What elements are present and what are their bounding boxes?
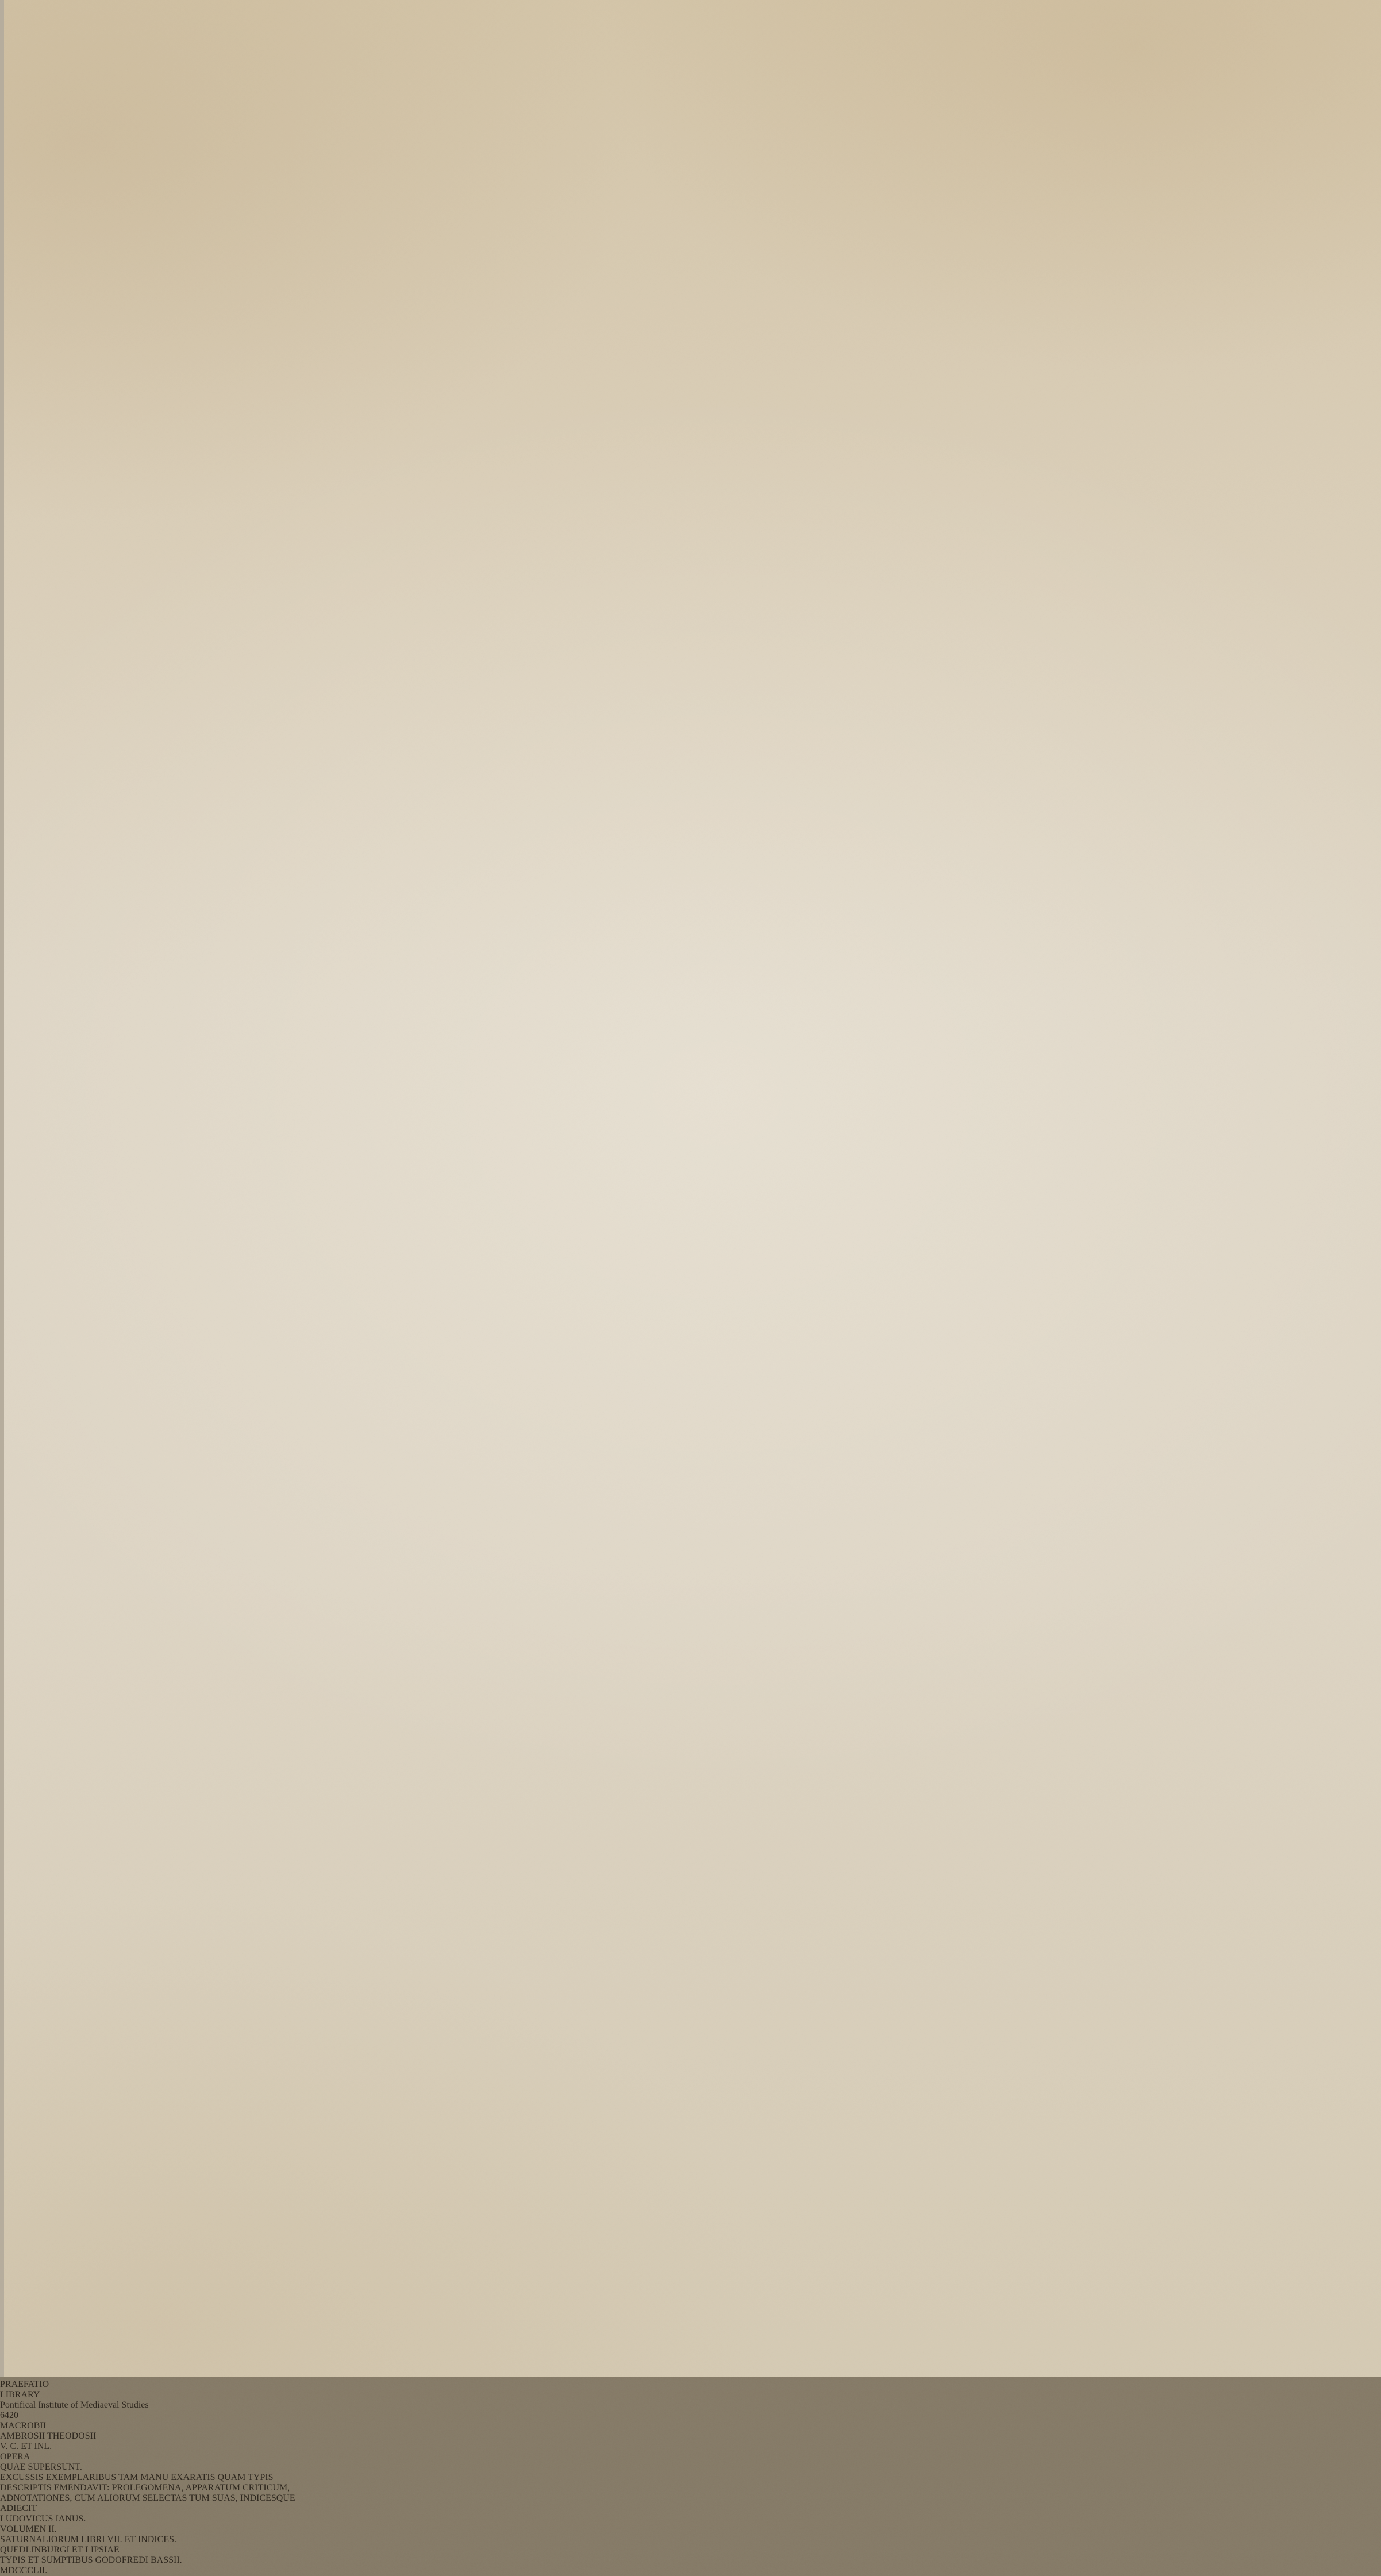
book-title: OPERA [0,2452,30,2462]
show-through-library-stamp-sub: Pontifical Institute of Mediaeval Studies [0,2400,149,2410]
binding-edge-line [4,0,7,2377]
imprint-year: MDCCCLII. [0,2566,48,2575]
author-honorific: V. C. ET INL. [0,2442,52,2451]
editor-statement-line: DESCRIPTIS EMENDAVIT: PROLEGOMENA, APPARATUM CRITICUM, [0,2483,290,2493]
editor-statement-line: ADNOTATIONES, CUM ALIORUM SELECTAS TUM SUAS, INDICESQUE [0,2493,295,2503]
editor-statement [0,2473,1381,2514]
imprint-printer: TYPIS ET SUMPTIBUS GODOFREDI BASSII. [0,2555,182,2565]
show-through-praefatio: PRAEFATIO [0,2379,49,2389]
editor-name: LUDOVICUS IANUS. [0,2514,86,2524]
editor-statement-line: ADIECIT [0,2504,37,2513]
imprint-place: QUEDLINBURGI ET LIPSIAE [0,2545,120,2555]
author-name-line1: MACROBII [0,2421,47,2431]
show-through-accession-number: 6420 [0,2410,18,2420]
volume-label: VOLUMEN II. [0,2524,57,2534]
editor-statement-line: EXCUSSIS EXEMPLARIBUS TAM MANU EXARATIS QUAM TYPIS [0,2473,274,2482]
page-edge-paper [0,0,4,2377]
book-subtitle: QUAE SUPERSUNT. [0,2462,82,2472]
volume-contents: SATURNALIORUM LIBRI VII. ET INDICES. [0,2535,176,2544]
show-through-library-stamp: LIBRARY [0,2390,40,2400]
author-name-line2: AMBROSII THEODOSII [0,2431,97,2441]
